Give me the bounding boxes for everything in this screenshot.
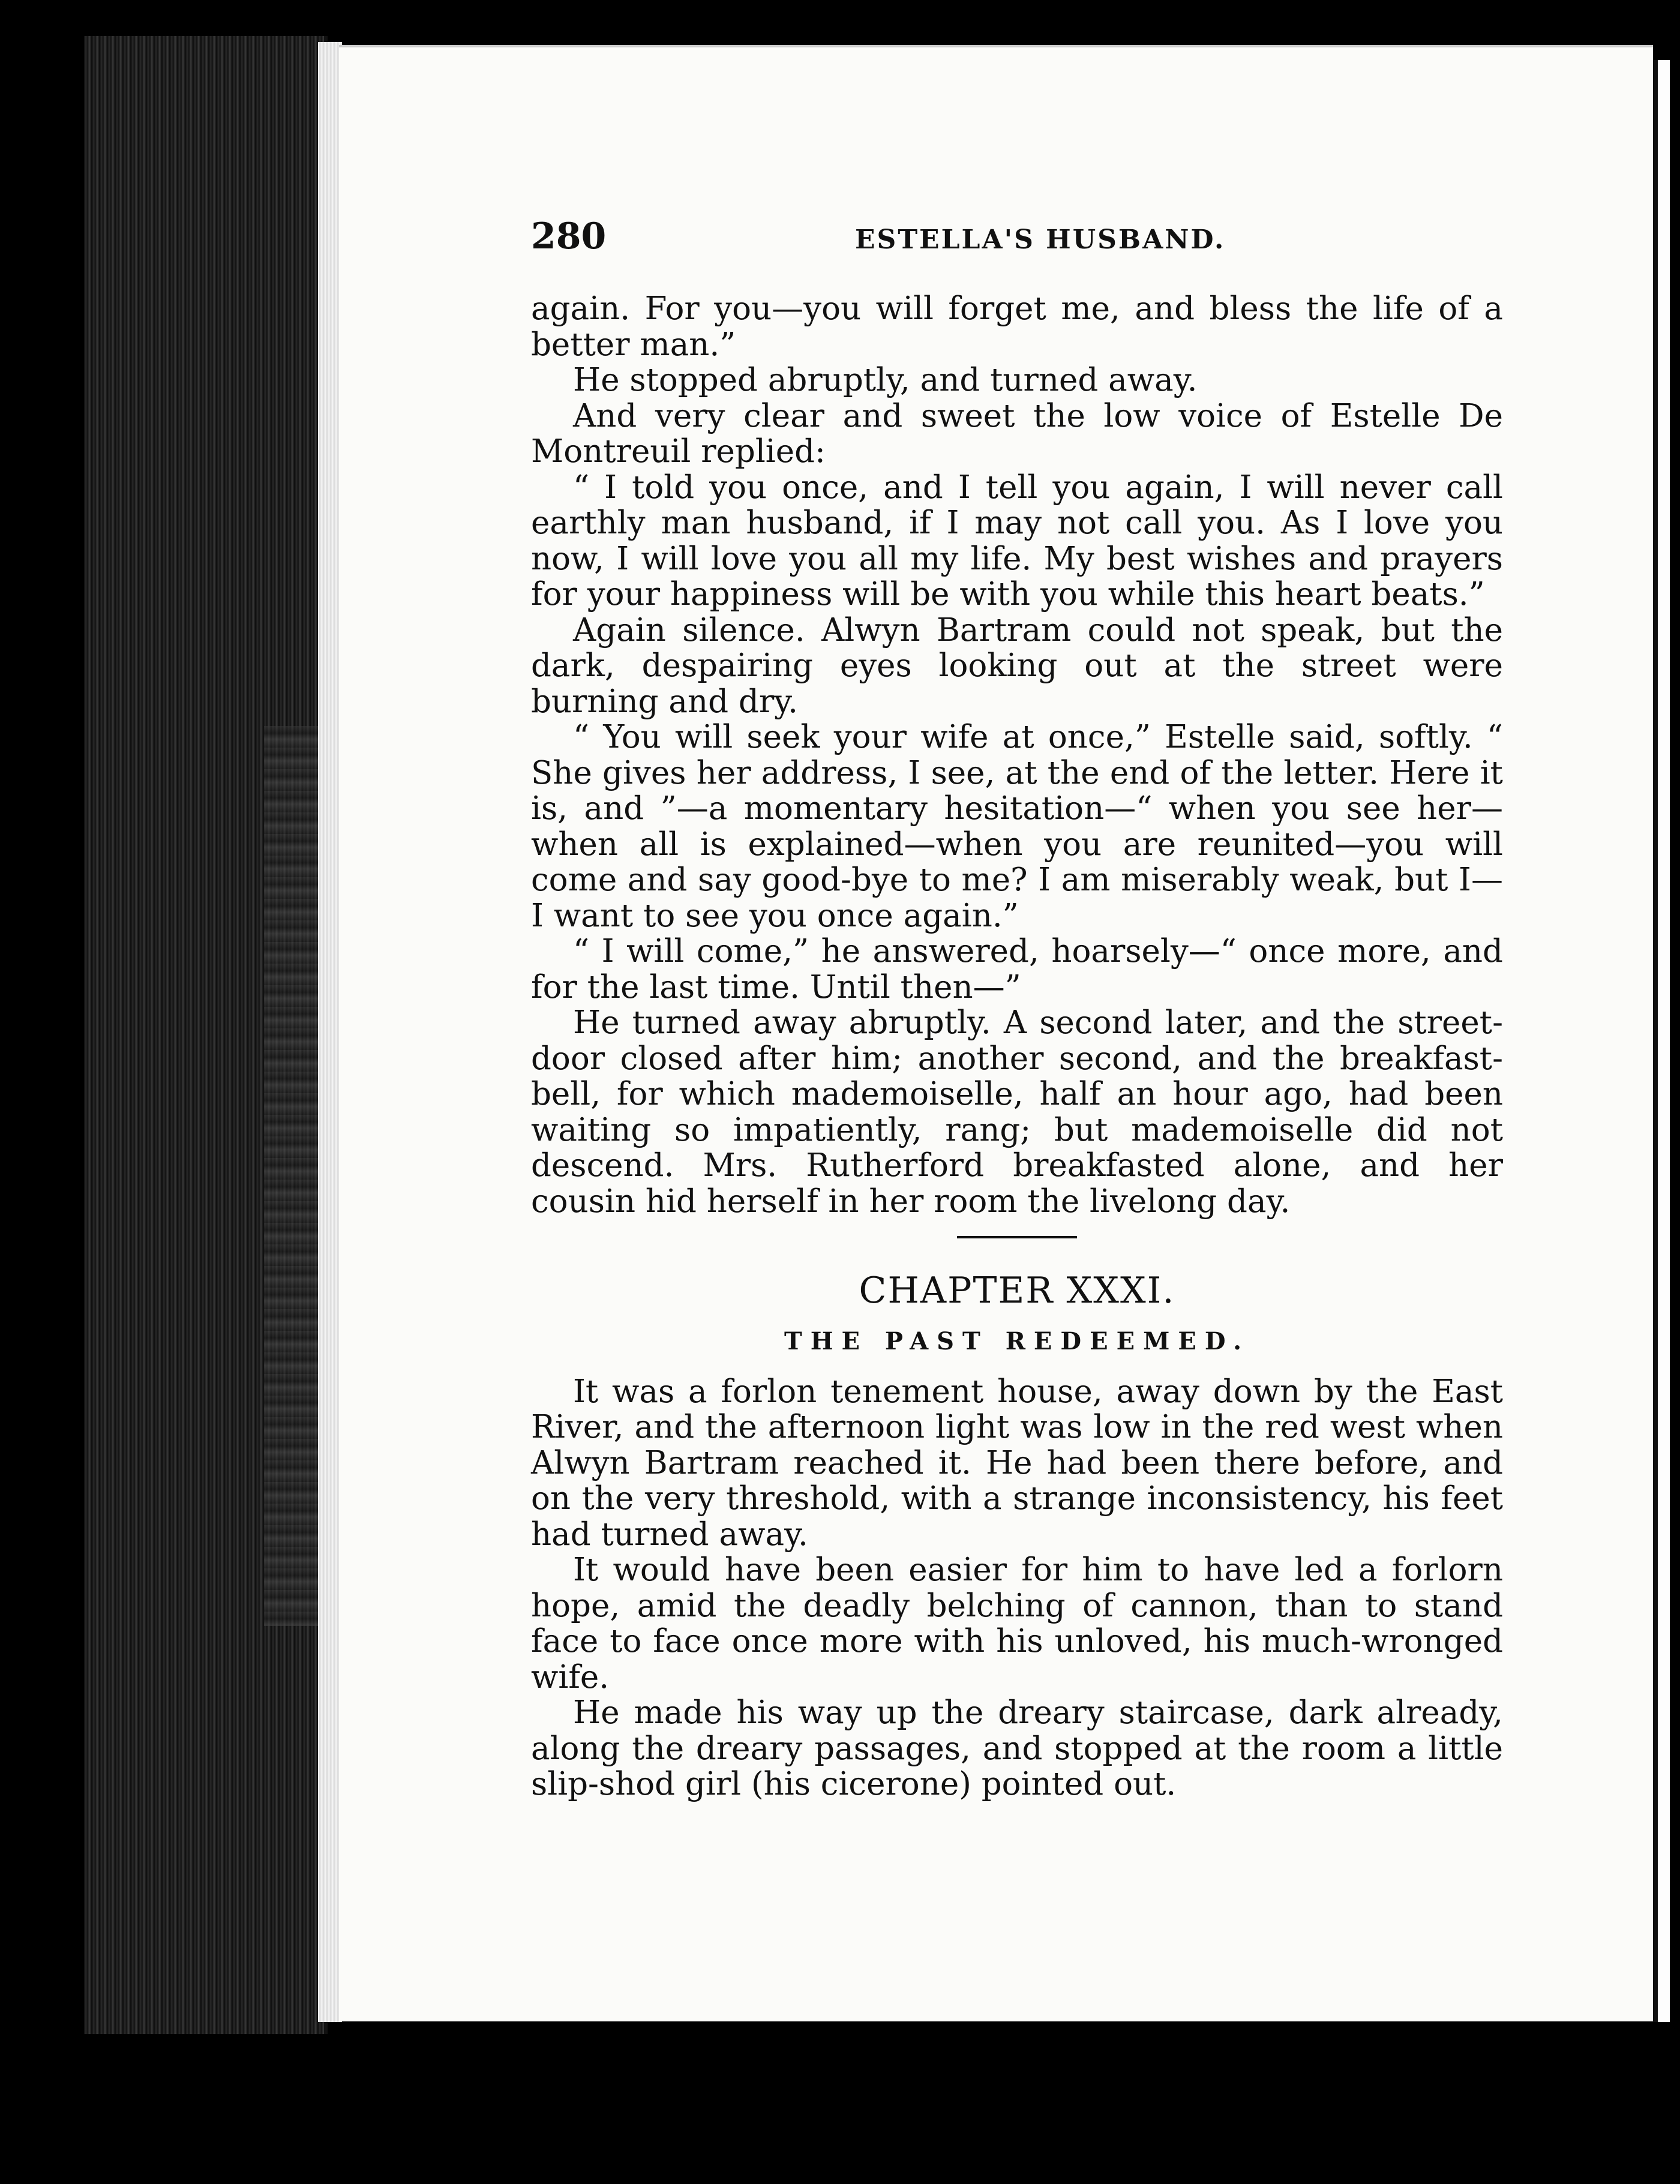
paragraph: It was a forlon tenement house, away down by the East River, and the afternoon light was low in the red west when Alwyn Bartram reached it. He had been there before, and on the very threshold, with a strange inconsistency, his feet had turned away.: [531, 1373, 1503, 1553]
paragraph: He stopped abruptly, and turned away.: [573, 362, 1198, 398]
chapter-heading: CHAPTER XXXI.: [859, 1270, 1175, 1312]
running-head: [531, 215, 1503, 273]
paragraph: “ I told you once, and I tell you again, I will never call earthly man husband, if I may not call you. As I love you now, I will love you all my life. My best wishes and prayers for your happiness will be with you while this heart beats.”: [531, 469, 1503, 613]
facing-page-edge: [1653, 60, 1670, 2022]
paragraph: again. For you—you will forget me, and bless the life of a better man.”: [531, 290, 1503, 363]
chapter-subtitle: THE PAST REDEEMED.: [784, 1327, 1250, 1355]
running-title: ESTELLA'S HUSBAND.: [855, 224, 1226, 255]
paragraph: Again silence. Alwyn Bartram could not speak, but the dark, despairing eyes looking out at the street were burning and dry.: [531, 611, 1503, 720]
page-number: 280: [531, 215, 607, 257]
paragraph: And very clear and sweet the low voice of Estelle De Montreuil replied:: [531, 397, 1503, 470]
paragraph: He made his way up the dreary staircase, dark already, along the dreary passages, and stopped at the room a little slip-shod girl (his cicerone) pointed out.: [531, 1694, 1503, 1802]
paragraph: It would have been easier for him to have led a forlorn hope, amid the deadly belching of cannon, than to stand face to face once more with his unloved, his much-wronged wife.: [531, 1552, 1503, 1696]
paragraph: He turned away abruptly. A second later, and the street-door closed after him; another second, and the breakfast-bell, for which mademoiselle, half an hour ago, had been waiting so impatiently, rang; but mademoiselle did not descend. Mrs. Rutherford breakfasted alone, and her cousin hid herself in her room the livelong day.: [531, 1004, 1503, 1220]
section-divider: [957, 1236, 1077, 1238]
book-spine: [84, 36, 328, 2034]
page-edges: [318, 42, 342, 2022]
page-text: [531, 215, 1503, 1802]
paragraph: “ You will seek your wife at once,” Estelle said, softly. “ She gives her address, I see, at the end of the letter. Here it is, and ”—a momentary hesitation—“ when you see her—when all is explained—when you are reunited—you will come and say good-bye to me? I am miserably weak, but I—I want to see you once again.”: [531, 719, 1503, 934]
paragraph: “ I will come,” he answered, hoarsely—“ once more, and for the last time. Until then—”: [531, 933, 1503, 1006]
